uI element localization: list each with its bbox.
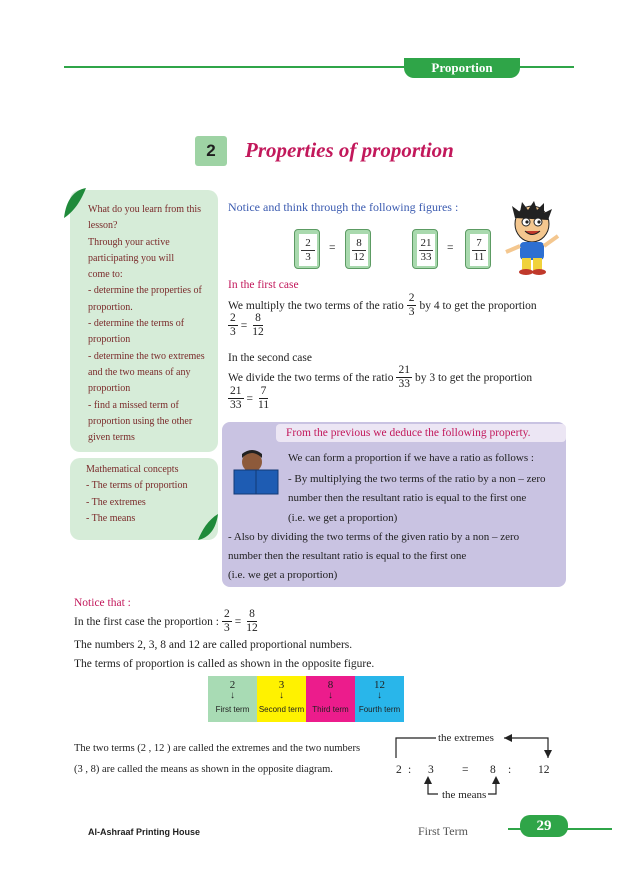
fraction-numerator: 8: [249, 608, 255, 620]
ratio-fraction: [407, 292, 417, 319]
reading-boy-illustration: [230, 448, 282, 498]
lesson-line: - determine the terms of: [88, 318, 185, 330]
tile-numerator: 7: [472, 237, 486, 251]
fraction-numerator: 21: [398, 364, 410, 376]
fraction-denominator: 33: [230, 399, 242, 411]
lesson-line: lesson?: [88, 220, 118, 232]
term-cell-third: [306, 676, 355, 722]
fraction-denominator: 11: [258, 399, 270, 411]
lesson-line: given terms: [88, 432, 135, 444]
lesson-line: proportion: [88, 383, 131, 395]
fraction-tile: [412, 229, 438, 269]
equals-sign: =: [246, 392, 253, 405]
lesson-line: What do you learn from this: [88, 204, 202, 215]
term-value: 8: [327, 679, 334, 691]
tile-numerator: 21: [420, 236, 432, 249]
diagram-equals: =: [462, 764, 469, 776]
lesson-line: proportion: [88, 334, 131, 346]
first-case-text-before: We multiply the two terms of the ratio: [228, 299, 404, 312]
lesson-line: Through your active: [88, 236, 170, 248]
equals-sign: =: [329, 242, 336, 254]
fraction-denominator: 3: [408, 306, 415, 318]
diagram-colon: :: [408, 764, 412, 776]
lesson-line: - determine the properties of: [88, 285, 202, 297]
equals-sign: =: [234, 615, 242, 628]
diagram-value: 3: [428, 764, 434, 776]
second-case-title: In the second case: [228, 352, 312, 364]
section-number: 2: [195, 136, 227, 166]
boy-illustration: [498, 200, 564, 276]
first-case-text: [228, 292, 537, 319]
tile-numerator: 8: [352, 237, 366, 251]
extremes-line2: (3 , 8) are called the means as shown in the opposite diagram.: [74, 764, 333, 775]
term-value: 12: [374, 679, 385, 691]
tile-denominator: 33: [420, 250, 432, 263]
term-label: Second term: [258, 705, 305, 714]
equals-sign: =: [240, 319, 248, 332]
lesson-line: proportion using the other: [88, 415, 193, 427]
term-label: First term: [215, 705, 250, 714]
term-label: Fourth term: [358, 705, 401, 714]
down-arrow-icon: ↓: [230, 690, 235, 701]
term-value: 3: [278, 679, 285, 691]
notice-that-line3: The terms of proportion is called as shown in the opposite figure.: [74, 658, 375, 670]
property-line: - By multiplying the two terms of the ratio by a non – zero: [288, 473, 546, 485]
concept-line: - The terms of proportion: [86, 480, 188, 492]
leaf-icon: [196, 512, 220, 542]
first-case-title: In the first case: [228, 279, 299, 291]
property-line: number then the resultant ratio is equal to the first one: [228, 550, 467, 562]
down-arrow-icon: ↓: [328, 690, 333, 701]
property-heading: From the previous we deduce the following property.: [276, 424, 566, 442]
fraction-numerator: 2: [230, 312, 236, 324]
fraction-denominator: 3: [230, 326, 236, 338]
term-label: First Term: [418, 824, 468, 838]
second-case-text-after: by 3 to get the proportion: [414, 371, 533, 384]
term-value: 2: [229, 679, 236, 691]
extremes-line1: The two terms (2 , 12 ) are called the extremes and the two numbers: [74, 743, 361, 754]
term-cell-first: [208, 676, 257, 722]
fraction-denominator: 12: [252, 326, 264, 338]
property-line: We can form a proportion if we have a ratio as follows :: [288, 452, 534, 464]
notice-that-line2: The numbers 2, 3, 8 and 12 are called proportional numbers.: [74, 639, 353, 651]
chapter-tab: Proportion: [404, 58, 520, 78]
fraction-numerator: 7: [260, 385, 267, 397]
leaf-icon: [62, 186, 88, 220]
property-line: number then the resultant ratio is equal to the first one: [288, 492, 527, 504]
notice-that-title: Notice that :: [74, 597, 131, 609]
first-case-proportion: [228, 312, 269, 339]
extremes-label: the extremes: [438, 732, 494, 744]
tile-denominator: 3: [305, 250, 311, 263]
means-label: the means: [442, 789, 487, 801]
ratio-fraction: [396, 364, 412, 391]
property-line: (i.e. we get a proportion): [288, 512, 398, 524]
diagram-value: 8: [490, 764, 496, 776]
second-case-text-before: We divide the two terms of the ratio: [228, 371, 394, 384]
term-label: Third term: [312, 705, 349, 714]
page-number: 29: [520, 815, 568, 837]
property-line: (i.e. we get a proportion): [228, 569, 338, 581]
equals-sign: =: [447, 242, 454, 254]
fraction-numerator: 2: [408, 292, 415, 304]
fraction-denominator: 3: [224, 622, 230, 634]
term-cell-second: [257, 676, 306, 722]
property-line: - Also by dividing the two terms of the given ratio by a non – zero: [228, 531, 520, 543]
lesson-objectives-box: [70, 190, 218, 452]
lesson-line: proportion.: [88, 301, 133, 313]
section-title: Properties of proportion: [245, 138, 454, 162]
notice-that-text: In the first case the proportion :: [74, 615, 219, 628]
concept-line: - The extremes: [86, 496, 146, 508]
fraction-numerator: 8: [255, 312, 261, 324]
fraction-tile: [465, 229, 491, 269]
fraction-tile: [294, 229, 320, 269]
tile-denominator: 12: [353, 250, 365, 263]
diagram-value: 12: [538, 764, 550, 776]
lesson-line: and the two means of any: [88, 366, 191, 378]
notice-that-line1: [74, 608, 263, 635]
fraction-numerator: 21: [230, 385, 242, 397]
diagram-value: 2: [396, 764, 402, 776]
fraction-denominator: 33: [398, 378, 410, 390]
notice-heading: Notice and think through the following figures :: [228, 200, 459, 214]
lesson-line: - find a missed term of: [88, 399, 179, 411]
lesson-line: participating you will: [88, 252, 175, 264]
concept-line: Mathematical concepts: [86, 464, 179, 475]
lesson-line: - determine the two extremes: [88, 350, 205, 362]
lesson-line: come to:: [88, 269, 123, 281]
down-arrow-icon: ↓: [377, 690, 382, 701]
fraction-numerator: 2: [224, 608, 230, 620]
term-cell-fourth: [355, 676, 404, 722]
first-case-text-after: by 4 to get the proportion: [419, 299, 537, 312]
publisher-name: Al-Ashraaf Printing House: [88, 827, 201, 837]
concept-line: - The means: [86, 512, 136, 524]
tile-numerator: 2: [301, 237, 315, 251]
down-arrow-icon: ↓: [279, 690, 284, 701]
fraction-denominator: 12: [246, 622, 258, 634]
fraction-tile: [345, 229, 371, 269]
tile-denominator: 11: [473, 250, 485, 263]
diagram-colon: :: [508, 764, 512, 776]
second-case-proportion: [228, 385, 274, 412]
